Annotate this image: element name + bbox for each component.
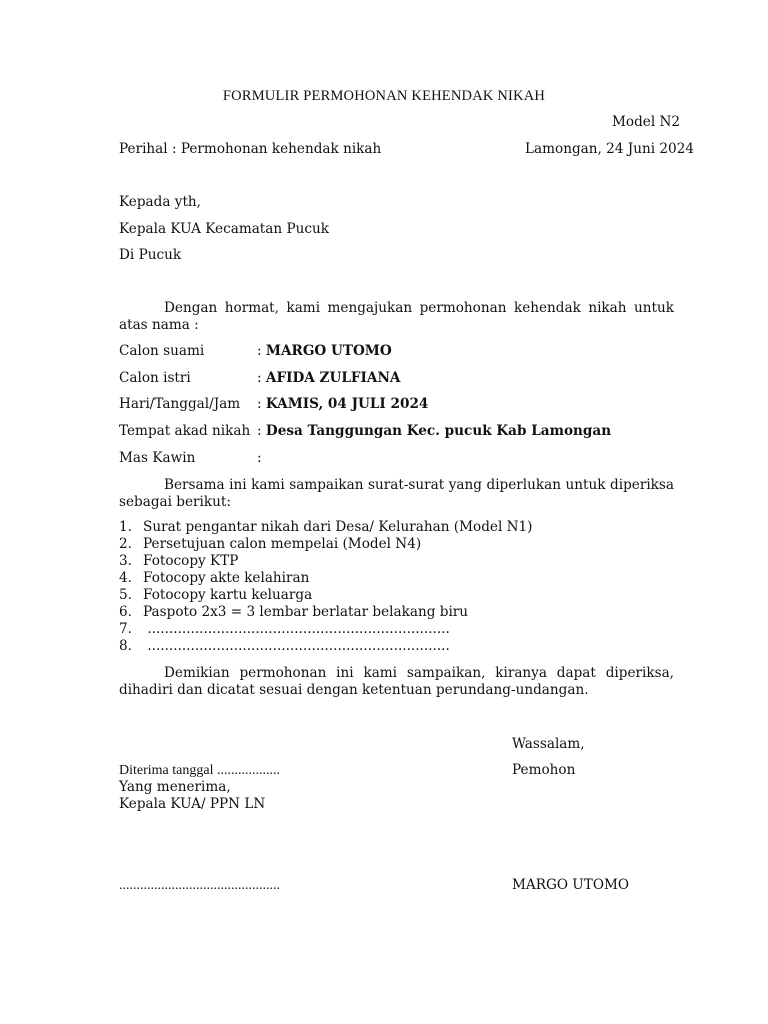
field-label: Hari/Tanggal/Jam — [119, 396, 241, 412]
list-text: Persetujuan calon mempelai (Model N4) — [143, 536, 422, 552]
list-text: ...................................................................... — [143, 621, 450, 637]
list-item — [119, 604, 674, 621]
field-label: Calon suami — [119, 343, 205, 359]
field-label: Tempat akad nikah — [119, 423, 251, 439]
field-separator: : — [257, 423, 262, 439]
list-item — [119, 587, 674, 604]
applicant-name: MARGO UTOMO — [512, 877, 630, 893]
document-title: FORMULIR PERMOHONAN KEHENDAK NIKAH — [222, 88, 546, 104]
receiver-label: Yang menerima, — [119, 779, 231, 795]
field-separator: : — [257, 343, 262, 359]
list-item — [119, 570, 674, 587]
applicant-label: Pemohon — [512, 762, 576, 778]
perihal-line: Perihal : Permohonan kehendak nikah — [119, 141, 382, 157]
list-item — [119, 638, 674, 655]
documents-intro-text: Bersama ini kami sampaikan surat-surat yang diperlukan untuk diperiksa sebagai berikut: — [119, 477, 674, 510]
list-text: Fotocopy KTP — [143, 553, 239, 569]
closing-text: Demikian permohonan ini kami sampaikan, kiranya dapat diperiksa, dihadiri dan dicatat sesuai dengan ketentuan perundang-undangan. — [119, 665, 674, 698]
receiver-title: Kepala KUA/ PPN LN — [119, 796, 266, 812]
intro-paragraph — [119, 300, 674, 334]
list-item — [119, 536, 674, 553]
list-text: Fotocopy kartu keluarga — [143, 587, 313, 603]
list-number: 6. — [119, 604, 132, 620]
list-number: 8. — [119, 638, 132, 654]
list-number: 5. — [119, 587, 132, 603]
field-value: MARGO UTOMO — [265, 343, 392, 359]
list-item — [119, 553, 674, 570]
closing-paragraph — [119, 665, 674, 699]
intro-text: Dengan hormat, kami mengajukan permohonan kehendak nikah untuk atas nama : — [119, 300, 674, 333]
list-text: Fotocopy akte kelahiran — [143, 570, 310, 586]
list-text: Surat pengantar nikah dari Desa/ Kelurahan (Model N1) — [143, 519, 533, 535]
field-label: Mas Kawin — [119, 450, 196, 466]
field-row — [119, 343, 392, 360]
field-row — [119, 396, 428, 413]
addressee-line-3: Di Pucuk — [119, 247, 182, 263]
list-number: 2. — [119, 536, 132, 552]
addressee-line-2: Kepala KUA Kecamatan Pucuk — [119, 221, 329, 237]
received-date: Diterima tanggal .................. — [119, 763, 280, 778]
list-number: 7. — [119, 621, 132, 637]
field-value: Desa Tanggungan Kec. pucuk Kab Lamongan — [265, 423, 612, 439]
list-number: 4. — [119, 570, 132, 586]
field-separator: : — [257, 450, 262, 466]
receiver-signature-line: .............................................. — [119, 878, 280, 893]
field-label: Calon istri — [119, 370, 191, 386]
documents-intro-paragraph — [119, 477, 674, 511]
field-row — [119, 423, 611, 440]
list-item — [119, 621, 674, 638]
field-separator: : — [257, 396, 262, 412]
place-date: Lamongan, 24 Juni 2024 — [525, 141, 695, 157]
list-item — [119, 519, 674, 536]
wassalam-text: Wassalam, — [512, 736, 585, 752]
field-value: AFIDA ZULFIANA — [265, 370, 401, 386]
field-value: KAMIS, 04 JULI 2024 — [265, 396, 429, 412]
list-number: 3. — [119, 553, 132, 569]
field-row — [119, 370, 400, 387]
list-text: Paspoto 2x3 = 3 lembar berlatar belakang biru — [143, 604, 469, 620]
document-list — [119, 519, 674, 655]
field-separator: : — [257, 370, 262, 386]
addressee-line-1: Kepada yth, — [119, 194, 201, 210]
list-number: 1. — [119, 519, 132, 535]
model-label: Model N2 — [612, 114, 681, 130]
list-text: ...................................................................... — [143, 638, 450, 654]
field-row — [119, 450, 262, 467]
